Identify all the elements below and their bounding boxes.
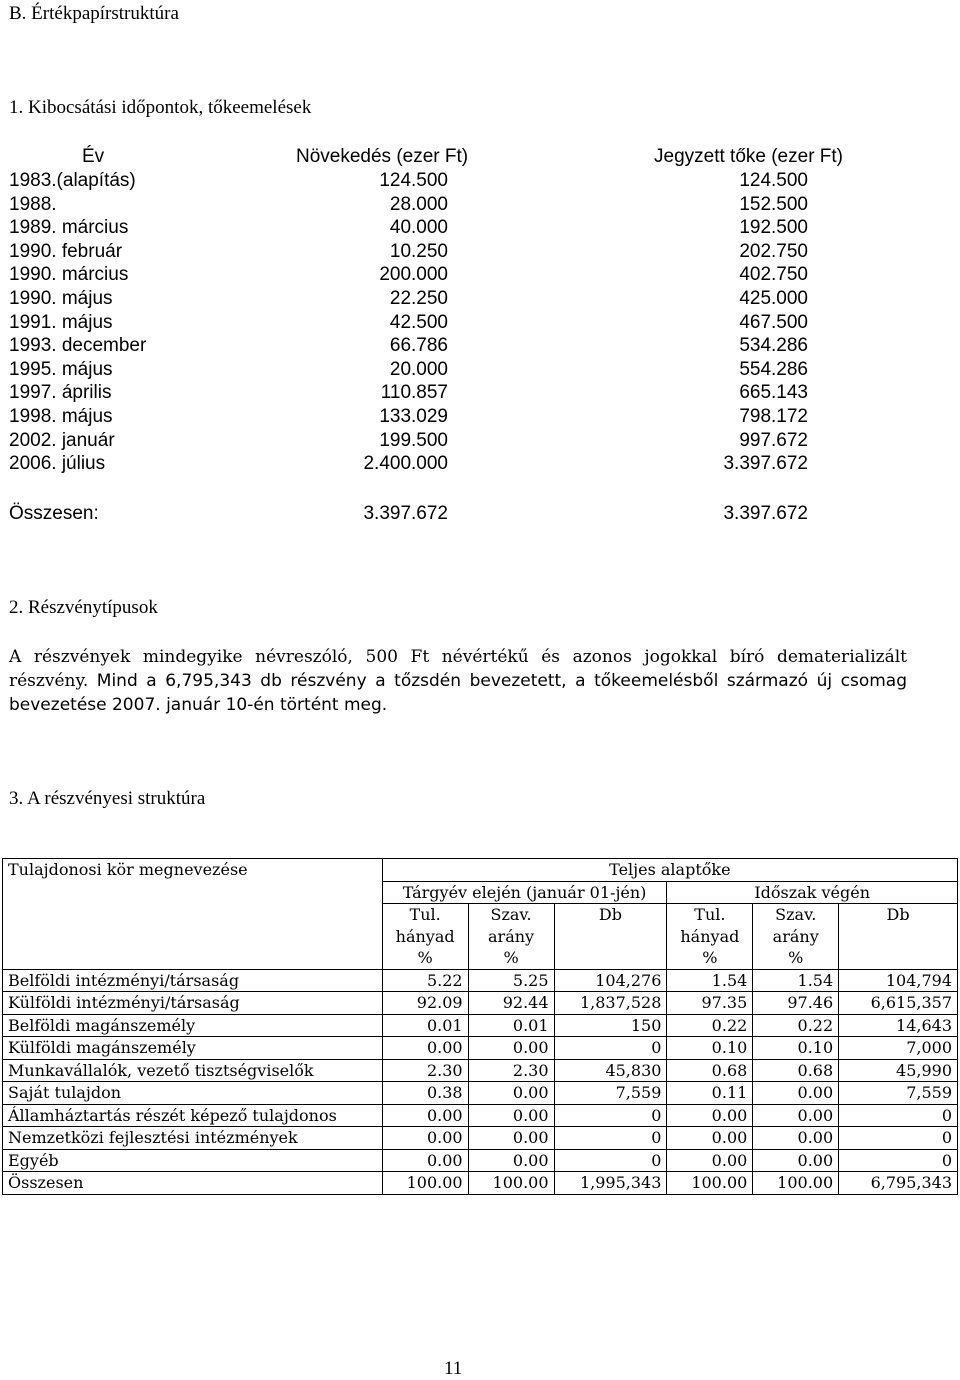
capital-row-growth: 110.857: [380, 382, 448, 404]
col-header-year: Év: [82, 146, 105, 167]
capital-row-growth: 199.500: [379, 429, 448, 451]
capital-row-date: 2002. január: [9, 429, 115, 451]
capital-row-growth: 2.400.000: [363, 453, 448, 475]
shareholder-value: 0.00: [382, 1037, 468, 1060]
shareholder-value: 0.00: [667, 1104, 753, 1127]
capital-row-capital: 3.397.672: [723, 453, 808, 475]
share-types-text: A részvények mindegyike névreszóló, 500 Ft névértékű és azonos jogokkal bíró dematerializált részvény.: [9, 647, 907, 691]
shareholder-value: 0: [839, 1149, 958, 1172]
capital-row-growth: 66.786: [389, 335, 448, 357]
capital-row-capital: 402.750: [739, 264, 808, 286]
shareholder-value: 100.00: [753, 1172, 839, 1195]
shareholder-value: 45,830: [554, 1059, 667, 1082]
col-header-growth: Növekedés (ezer Ft): [296, 146, 469, 167]
shareholder-category: Összesen: [3, 1172, 383, 1195]
shareholder-value: 0.68: [753, 1059, 839, 1082]
col-header-capital: Jegyzett tőke (ezer Ft): [654, 146, 844, 167]
capital-row-date: 1998. május: [9, 406, 113, 427]
share-types-paragraph: [9, 645, 907, 717]
shareholder-value: 1,995,343: [554, 1172, 667, 1195]
shareholder-row: [3, 1037, 958, 1060]
shareholder-value: 92.44: [468, 992, 554, 1015]
capital-row-growth: 42.500: [389, 311, 448, 333]
shareholder-category: Munkavállalók, vezető tisztségviselők: [3, 1059, 383, 1082]
shareholder-value: 0.00: [468, 1037, 554, 1060]
total-capital: 3.397.672: [723, 503, 808, 524]
end-count-header: Db: [839, 904, 958, 970]
capital-row-growth: 124.500: [379, 170, 448, 191]
shareholder-value: 6,795,343: [839, 1172, 958, 1195]
shareholder-value: 7,559: [839, 1082, 958, 1105]
capital-row-capital: 152.500: [739, 193, 808, 215]
shareholder-category: Egyéb: [3, 1149, 383, 1172]
shareholder-row: [3, 1014, 958, 1037]
shareholder-category: Belföldi intézményi/társaság: [3, 969, 383, 992]
capital-row-capital: 554.286: [739, 358, 808, 380]
shareholder-value: 1.54: [667, 969, 753, 992]
shareholder-value: 97.46: [753, 992, 839, 1015]
capital-row-date: 1997. április: [9, 382, 112, 404]
period-end-header: Időszak végén: [667, 881, 958, 904]
capital-row-date: 1991. május: [9, 311, 113, 333]
shareholder-value: 0.00: [753, 1104, 839, 1127]
shareholder-value: 0.22: [753, 1014, 839, 1037]
capital-row-growth: 40.000: [389, 217, 448, 239]
capital-row-capital: 997.672: [739, 429, 808, 451]
capital-row-growth: 133.029: [379, 406, 448, 427]
end-voting-header: Szav. arány %: [753, 904, 839, 970]
capital-row-growth: 200.000: [379, 264, 448, 286]
shareholder-value: 0.00: [468, 1104, 554, 1127]
total-label: Összesen:: [9, 503, 99, 524]
shareholder-value: 0: [554, 1037, 667, 1060]
shareholder-value: 0: [839, 1127, 958, 1150]
capital-row-date: 1988.: [9, 193, 57, 215]
shareholder-value: 1,837,528: [554, 992, 667, 1015]
shareholder-structure-table: [2, 858, 958, 1195]
capital-row-capital: 798.172: [739, 406, 808, 427]
shareholder-value: 5.25: [468, 969, 554, 992]
shareholder-value: 0.10: [667, 1037, 753, 1060]
capital-row-date: 2006. július: [9, 453, 106, 475]
capital-row-date: 1990. május: [9, 288, 113, 309]
shareholder-row: [3, 1104, 958, 1127]
capital-row-growth: 20.000: [389, 358, 448, 380]
shareholder-row: [3, 1082, 958, 1105]
shareholder-value: 6,615,357: [839, 992, 958, 1015]
capital-row-date: 1993. december: [9, 335, 147, 357]
document-title: B. Értékpapírstruktúra: [9, 3, 179, 24]
shareholder-row: [3, 969, 958, 992]
shareholder-value: 7,000: [839, 1037, 958, 1060]
shareholder-value: 92.09: [382, 992, 468, 1015]
shareholder-row: [3, 1127, 958, 1150]
section1-title: 1. Kibocsátási időpontok, tőkeemelések: [9, 97, 312, 118]
start-ownership-header: Tul. hányad %: [382, 904, 468, 970]
period-start-header: Tárgyév elején (január 01-jén): [382, 881, 667, 904]
capital-row-growth: 28.000: [389, 193, 448, 215]
shareholder-value: 0: [554, 1104, 667, 1127]
shareholder-value: 0.38: [382, 1082, 468, 1105]
share-listing-text: Mind a 6,795,343 db részvény a tőzsdén bevezetett, a tőkeemelésből származó új csomag bevezetése 2007. január 10-én történt meg.: [9, 671, 907, 715]
shareholder-value: 100.00: [468, 1172, 554, 1195]
header-row-2: [3, 881, 958, 904]
shareholder-value: 0.00: [753, 1149, 839, 1172]
shareholder-value: 0.00: [382, 1149, 468, 1172]
capital-row-capital: 467.500: [739, 311, 808, 333]
capital-row-capital: 124.500: [739, 170, 808, 191]
shareholder-value: 100.00: [667, 1172, 753, 1195]
shareholder-value: 0: [554, 1127, 667, 1150]
shareholder-value: 104,794: [839, 969, 958, 992]
shareholder-value: 0.00: [468, 1149, 554, 1172]
shareholder-value: 0.00: [382, 1127, 468, 1150]
shareholder-category: Külföldi magánszemély: [3, 1037, 383, 1060]
shareholder-value: 0.68: [667, 1059, 753, 1082]
shareholder-value: 104,276: [554, 969, 667, 992]
capital-row-date: 1983.(alapítás): [9, 170, 136, 191]
shareholder-row: [3, 1149, 958, 1172]
shareholder-row: [3, 992, 958, 1015]
shareholder-value: 45,990: [839, 1059, 958, 1082]
shareholder-category: Külföldi intézményi/társaság: [3, 992, 383, 1015]
capital-row-date: 1995. május: [9, 358, 113, 380]
capital-row-date: 1990. március: [9, 264, 129, 286]
end-ownership-header: Tul. hányad %: [667, 904, 753, 970]
shareholder-value: 0.00: [382, 1104, 468, 1127]
shareholder-value: 100.00: [382, 1172, 468, 1195]
shareholder-value: 1.54: [753, 969, 839, 992]
capital-row-date: 1990. február: [9, 240, 123, 262]
shareholder-value: 2.30: [382, 1059, 468, 1082]
shareholder-value: 0.01: [468, 1014, 554, 1037]
shareholder-value: 97.35: [667, 992, 753, 1015]
capital-row-capital: 202.750: [739, 240, 808, 262]
shareholder-value: 0.00: [753, 1127, 839, 1150]
shareholder-value: 0.22: [667, 1014, 753, 1037]
shareholder-category: Nemzetközi fejlesztési intézmények: [3, 1127, 383, 1150]
shareholder-value: 0: [554, 1149, 667, 1172]
capital-row-growth: 10.250: [389, 240, 448, 262]
page-number: 11: [444, 1358, 463, 1379]
shareholder-row: [3, 1172, 958, 1195]
shareholder-value: 0.01: [382, 1014, 468, 1037]
shareholder-value: 0.10: [753, 1037, 839, 1060]
header-row-3: [3, 904, 958, 970]
shareholder-value: 0.00: [667, 1127, 753, 1150]
section3-title: 3. A részvényesi struktúra: [9, 788, 206, 809]
capital-row-growth: 22.250: [389, 288, 448, 309]
shareholder-value: 0.00: [468, 1082, 554, 1105]
shareholder-value: 2.30: [468, 1059, 554, 1082]
shareholder-category: Államháztartás részét képező tulajdonos: [3, 1104, 383, 1127]
shareholder-category: Saját tulajdon: [3, 1082, 383, 1105]
shareholder-value: 0: [839, 1104, 958, 1127]
total-growth: 3.397.672: [363, 503, 448, 524]
shareholder-row: [3, 1059, 958, 1082]
shareholder-value: 0.00: [468, 1127, 554, 1150]
capital-row-capital: 425.000: [739, 288, 808, 309]
capital-row-capital: 192.500: [739, 217, 808, 239]
shareholder-value: 0.00: [667, 1149, 753, 1172]
shareholder-category: Belföldi magánszemély: [3, 1014, 383, 1037]
shareholder-value: 0.00: [753, 1082, 839, 1105]
capital-row-date: 1989. március: [9, 217, 129, 239]
start-voting-header: Szav. arány %: [468, 904, 554, 970]
shareholder-value: 0.11: [667, 1082, 753, 1105]
shareholder-value: 150: [554, 1014, 667, 1037]
header-row-1: [3, 859, 958, 882]
owner-header: Tulajdonosi kör megnevezése: [3, 859, 383, 882]
full-capital-header: Teljes alaptőke: [382, 859, 957, 882]
capital-row-capital: 665.143: [739, 382, 808, 404]
shareholder-value: 5.22: [382, 969, 468, 992]
shareholder-value: 7,559: [554, 1082, 667, 1105]
shareholder-value: 14,643: [839, 1014, 958, 1037]
section2-title: 2. Részvénytípusok: [9, 597, 158, 618]
capital-row-capital: 534.286: [739, 335, 808, 357]
start-count-header: Db: [554, 904, 667, 970]
